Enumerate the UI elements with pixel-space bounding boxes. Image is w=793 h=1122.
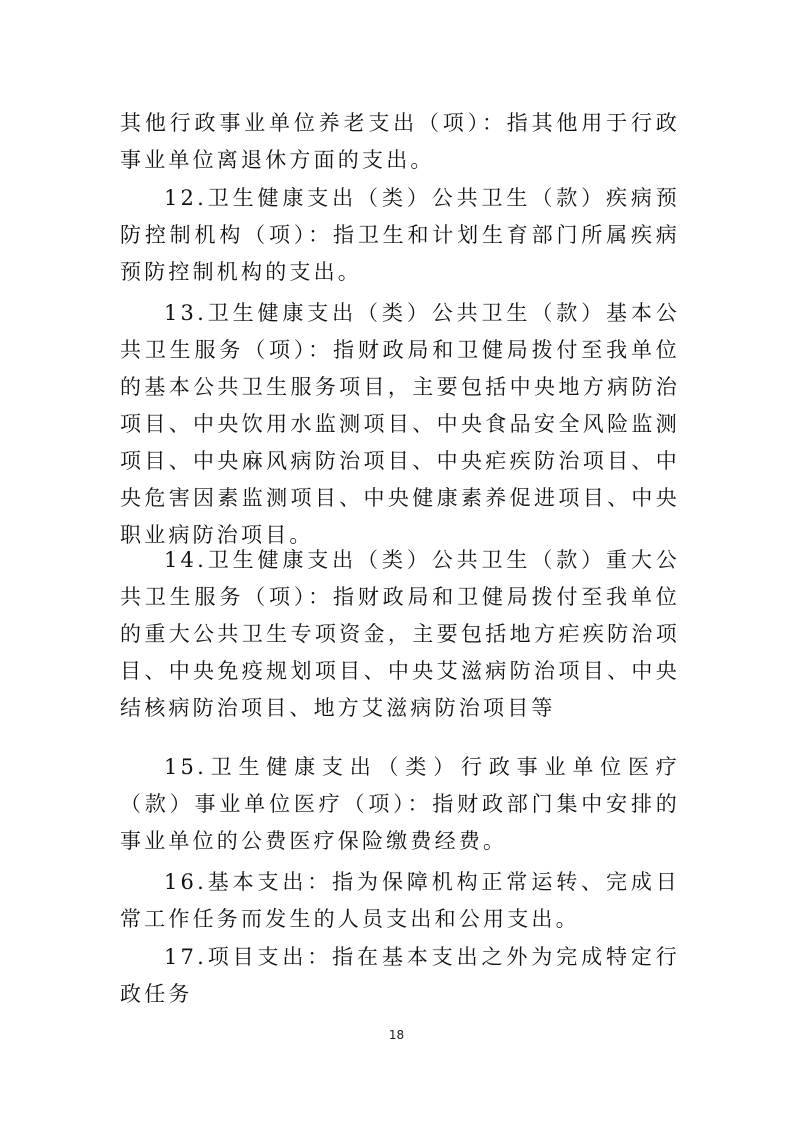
paragraph-item-15: 15.卫生健康支出（类）行政事业单位医疗（款）事业单位医疗（项）：指财政部门集中安排的事业单位的公费医疗保险缴费经费。 [120, 755, 680, 853]
paragraph-item-14: 14.卫生健康支出（类）公共卫生（款）重大公共卫生服务（项）：指财政局和卫健局拨付至我单位的重大公共卫生专项资金，主要包括地方疟疾防治项目、中央免疫规划项目、中央艾滋病防治项目、中央结核病防治项目、地方艾滋病防治项目等 [120, 548, 680, 720]
paragraph-item-12: 12.卫生健康支出（类）公共卫生（款）疾病预防控制机构（项）：指卫生和计划生育部门所属疾病预防控制机构的支出。 [120, 186, 680, 284]
paragraph-other-pension: 其他行政事业单位养老支出（项）：指其他用于行政事业单位离退休方面的支出。 [120, 111, 680, 172]
paragraph-item-17: 17.项目支出：指在基本支出之外为完成特定行政任务 [120, 945, 680, 1006]
paragraph-item-13: 13.卫生健康支出（类）公共卫生（款）基本公共卫生服务（项）：指财政局和卫健局拨付至我单位的基本公共卫生服务项目，主要包括中央地方病防治项目、中央饮用水监测项目、中央食品安全风险监测项目、中央麻风病防治项目、中央疟疾防治项目、中央危害因素监测项目、中央健康素养促进项目、中央职业病防治项目。 [120, 301, 680, 547]
paragraph-item-16: 16.基本支出：指为保障机构正常运转、完成日常工作任务而发生的人员支出和公用支出。 [120, 870, 680, 931]
page-number: 18 [388, 1028, 405, 1042]
